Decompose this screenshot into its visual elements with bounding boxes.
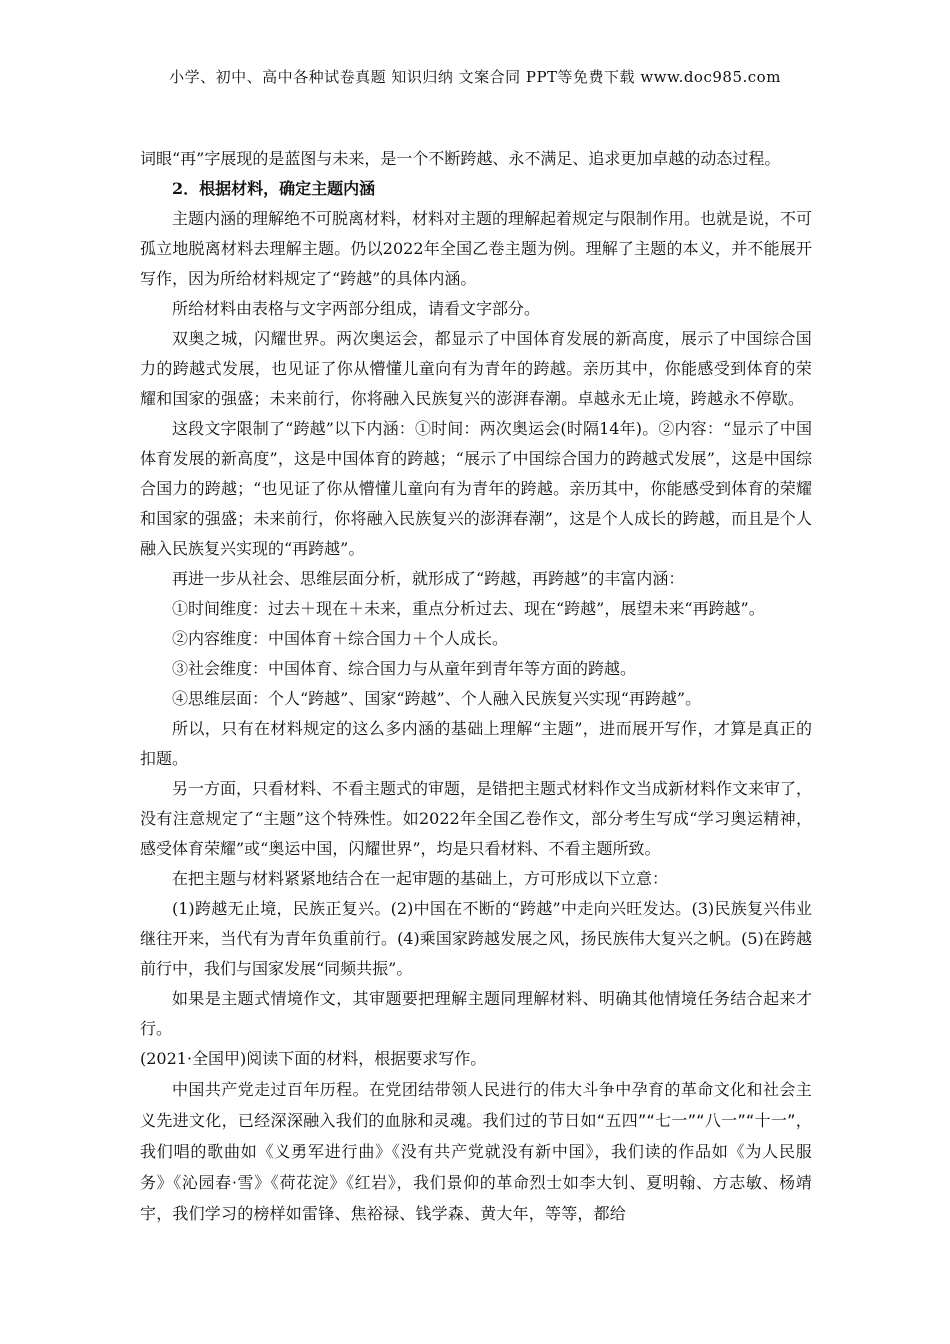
section-heading: 2．根据材料，确定主题内涵 bbox=[172, 179, 376, 198]
paragraph: 这段文字限制了“跨越”以下内涵：①时间：两次奥运会(时隔14年)。②内容：“显示了中国体育发展的新高度”，这是中国体育的跨越；“展示了中国综合国力的跨越式发展”，这是中国综合国力的跨越；“也见证了你从懵懂儿童向有为青年的跨越。亲历其中，你能感受到体育的荣耀和国家的强盛；未来前行，你将融入民族复兴的澎湃春潮”，这是个人成长的跨越，而且是个人融入民族复兴实现的“再跨越”。 bbox=[140, 419, 812, 558]
paragraph: 另一方面，只看材料、不看主题式的审题，是错把主题式材料作文当成新材料作文来审了，没有注意规定了“主题”这个特殊性。如2022年全国乙卷作文，部分考生写成“学习奥运精神，感受体育荣耀”或“奥运中国，闪耀世界”，均是只看材料、不看主题所致。 bbox=[140, 779, 813, 858]
material-quote: 中国共产党走过百年历程。在党团结带领人民进行的伟大斗争中孕育的革命文化和社会主义先进文化，已经深深融入我们的血脉和灵魂。我们过的节日如“五四”“七一”“八一”“十一”，我们唱的歌曲如《义勇军进行曲》《没有共产党就没有新中国》，我们读的作品如《为人民服务》《沁园春·雪》《荷花淀》《红岩》，我们景仰的革命烈士如李大钊、夏明翰、方志敏、杨靖宇，我们学习的榜样如雷锋、焦裕禄、钱学森、黄大年，等等，都给 bbox=[140, 1080, 812, 1223]
paragraph: 词眼“再”字展现的是蓝图与未来，是一个不断跨越、永不满足、追求更加卓越的动态过程。 bbox=[140, 149, 781, 168]
paragraph: 在把主题与材料紧紧地结合在一起审题的基础上，方可形成以下立意： bbox=[172, 869, 669, 888]
exam-question-intro: (2021·全国甲)阅读下面的材料，根据要求写作。 bbox=[140, 1049, 487, 1068]
page-header: 小学、初中、高中各种试卷真题 知识归纳 文案合同 PPT等免费下载 www.doc985.com bbox=[169, 68, 781, 86]
list-item: ②内容维度：中国体育＋综合国力＋个人成长。 bbox=[172, 629, 509, 648]
material-quote: 双奥之城，闪耀世界。两次奥运会，都显示了中国体育发展的新高度，展示了中国综合国力的跨越式发展，也见证了你从懵懂儿童向有为青年的跨越。亲历其中，你能感受到体育的荣耀和国家的强盛；未来前行，你将融入民族复兴的澎湃春潮。卓越永无止境，跨越永不停歇。 bbox=[140, 329, 812, 408]
paragraph: 所以，只有在材料规定的这么多内涵的基础上理解“主题”，进而展开写作，才算是真正的扣题。 bbox=[140, 719, 812, 768]
paragraph: (1)跨越无止境，民族正复兴。(2)中国在不断的“跨越”中走向兴旺发达。(3)民族复兴伟业继往开来，当代有为青年负重前行。(4)乘国家跨越发展之风，扬民族伟大复兴之帆。(5)在跨越前行中，我们与国家发展“同频共振”。 bbox=[140, 899, 812, 978]
paragraph: 再进一步从社会、思维层面分析，就形成了“跨越，再跨越”的丰富内涵： bbox=[172, 569, 685, 588]
paragraph: 主题内涵的理解绝不可脱离材料，材料对主题的理解起着规定与限制作用。也就是说，不可孤立地脱离材料去理解主题。仍以2022年全国乙卷主题为例。理解了主题的本义，并不能展开写作，因为所给材料规定了“跨越”的具体内涵。 bbox=[140, 209, 813, 288]
document-body bbox=[140, 144, 812, 1229]
list-item: ①时间维度：过去＋现在＋未来，重点分析过去、现在“跨越”，展望未来“再跨越”。 bbox=[172, 599, 765, 618]
list-item: ④思维层面：个人“跨越”、国家“跨越”、个人融入民族复兴实现“再跨越”。 bbox=[172, 689, 702, 708]
list-item: ③社会维度：中国体育、综合国力与从童年到青年等方面的跨越。 bbox=[172, 659, 637, 678]
paragraph: 所给材料由表格与文字两部分组成，请看文字部分。 bbox=[172, 299, 541, 318]
paragraph: 如果是主题式情境作文，其审题要把理解主题同理解材料、明确其他情境任务结合起来才行。 bbox=[140, 989, 812, 1038]
